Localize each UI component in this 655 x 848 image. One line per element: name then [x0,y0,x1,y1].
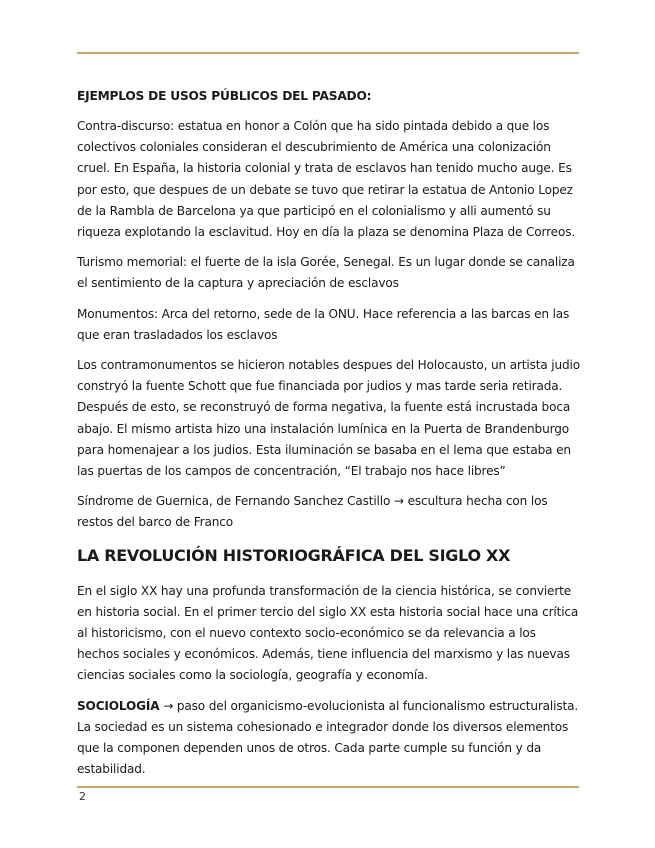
paragraph-sindrome-guernica: Síndrome de Guernica, de Fernando Sanchez Castillo → escultura hecha con los restos del barco de Franco [77,494,548,530]
paragraph-siglo-xx: En el siglo XX hay una profunda transformación de la ciencia histórica, se convierte en historia social. En el primer tercio del siglo XX esta historia social hace una crítica al historicismo, con el nuevo contexto socio-económico se da relevancia a los hechos sociales y económicos. Además, tiene influencia del marxismo y las nuevas ciencias sociales como la sociología, geografía y economía. [77,583,579,683]
page-number: 2 [79,790,86,803]
bottom-divider [77,786,579,788]
paragraph-contra-discurso: Contra-discurso: estatua en honor a Colón que ha sido pintada debido a que los colectivos coloniales consideran el descubrimiento de América una colonización cruel. En España, la historia colonial y trata de esclavos han tenido mucho auge. Es por esto, que despues de un debate se tuvo que retirar la estatua de Antonio Lopez de la Rambla de Barcelona ya que participó en el colonialismo y alli aumentó su riqueza explotando la esclavitud. Hoy en día la plaza se denomina Plaza de Correos. [77,119,576,240]
page-content [77,86,581,789]
sociologia-term: SOCIOLOGÍA [77,698,160,713]
heading-usos-publicos: EJEMPLOS DE USOS PÚBLICOS DEL PASADO: [77,89,372,103]
paragraph-contramonumentos: Los contramonumentos se hicieron notables despues del Holocausto, un artista judio constryó la fuente Schott que fue financiada por judios y mas tarde seria retirada. Después de esto, se reconstruyó de forma negativa, la fuente está incrustada boca abajo. El mismo artista hizo una instalación lumínica en la Puerta de Brandenburgo para homenajear a los judios. Esta iluminación se basaba en el lema que estaba en las puertas de los campos de concentración, “El trabajo nos hace libres” [77,358,580,479]
paragraph-sociologia [77,696,581,781]
paragraph-turismo-memorial: Turismo memorial: el fuerte de la isla Gorée, Senegal. Es un lugar donde se canaliza el sentimiento de la captura y apreciación de esclavos [77,255,575,291]
sociologia-text: → paso del organicismo-evolucionista al funcionalismo estructuralista. La sociedad es un sistema cohesionado e integrador donde los diversos elementos que la componen dependen unos de otros. Cada parte cumple su función y da estabilidad. [77,698,579,777]
heading-revolucion-historiografica: LA REVOLUCIÓN HISTORIOGRÁFICA DEL SIGLO XX [77,545,511,565]
paragraph-monumentos: Monumentos: Arca del retorno, sede de la ONU. Hace referencia a las barcas en las que eran trasladados los esclavos [77,306,570,342]
top-divider [77,52,579,54]
